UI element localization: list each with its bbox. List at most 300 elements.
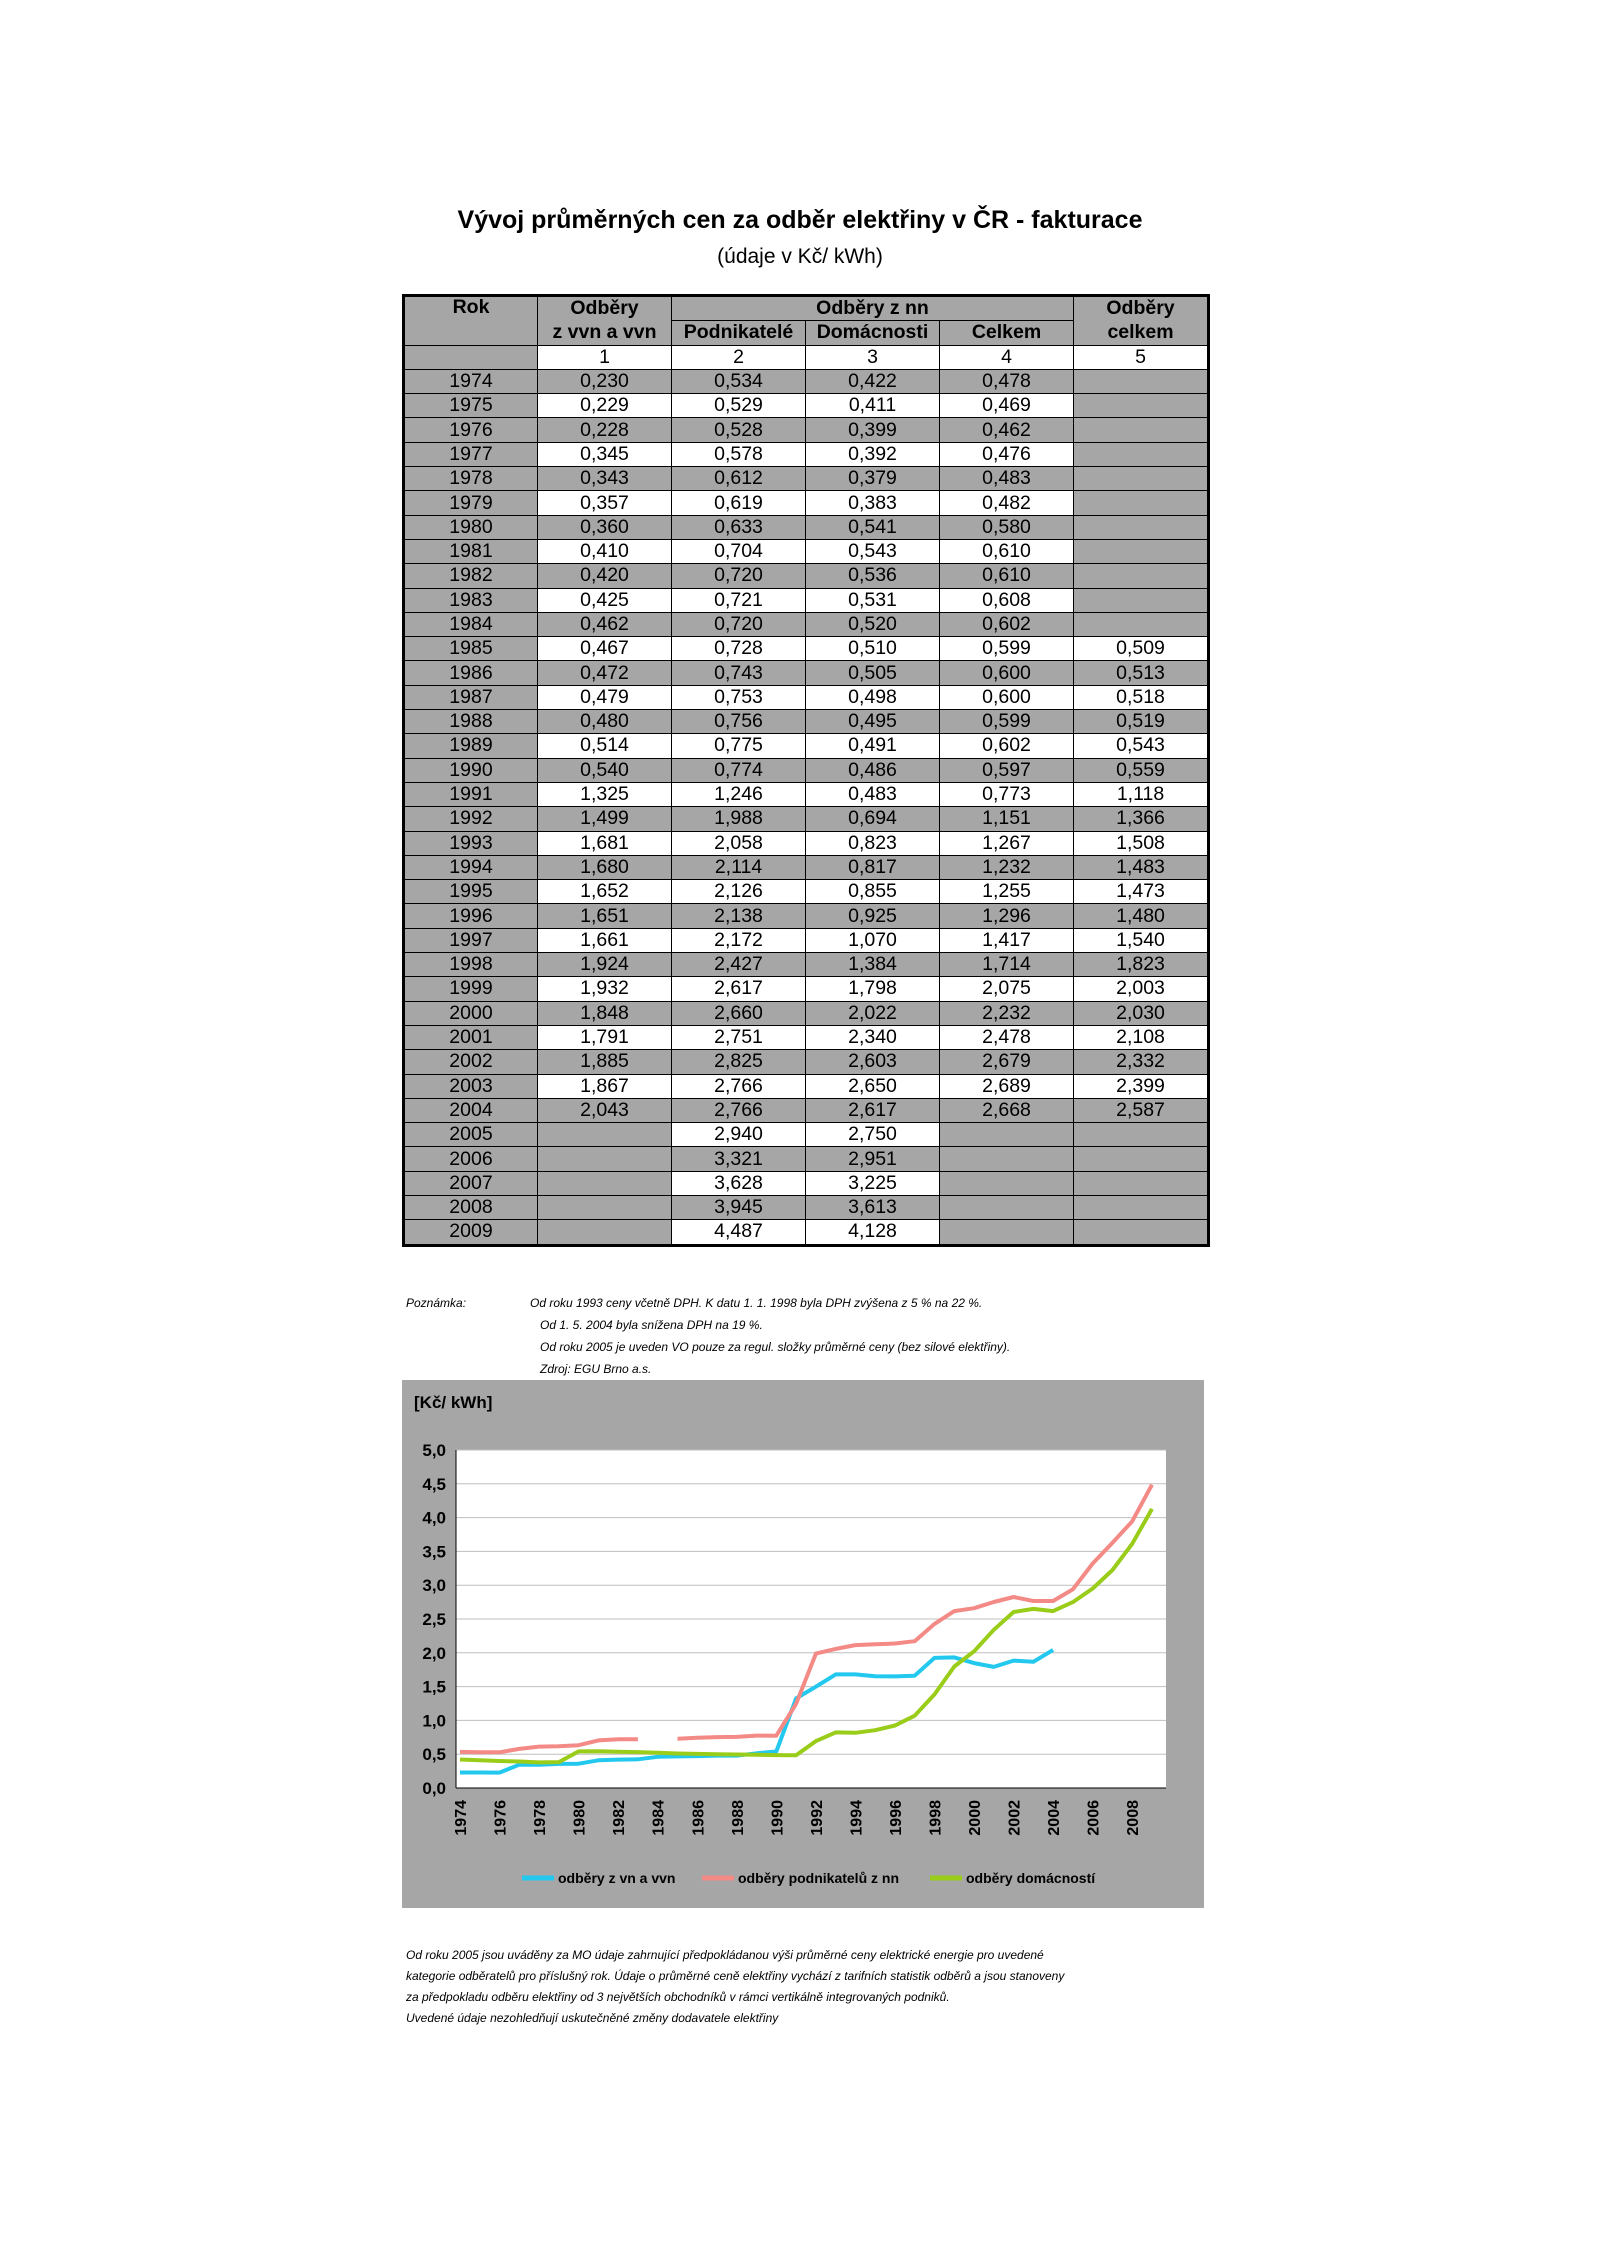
value-cell: 2,751 — [672, 1025, 806, 1049]
value-cell: 0,823 — [806, 831, 940, 855]
table-row — [404, 394, 1209, 418]
table-row — [404, 588, 1209, 612]
legend-label: odběry domácností — [966, 1870, 1096, 1886]
value-cell — [940, 1171, 1074, 1195]
year-cell: 1989 — [404, 734, 538, 758]
value-cell: 0,343 — [538, 467, 672, 491]
value-cell — [538, 1195, 672, 1219]
value-cell: 2,427 — [672, 953, 806, 977]
y-tick-label: 0,5 — [422, 1745, 446, 1765]
value-cell: 2,617 — [806, 1098, 940, 1122]
year-cell: 1994 — [404, 855, 538, 879]
year-cell: 1977 — [404, 442, 538, 466]
value-cell: 1,661 — [538, 928, 672, 952]
header-nn: Odběry z nn — [672, 296, 1074, 321]
x-tick-label: 2000 — [967, 1800, 985, 1836]
y-tick-label: 2,5 — [422, 1610, 446, 1629]
table-row — [404, 758, 1209, 782]
year-cell: 2005 — [404, 1123, 538, 1147]
value-cell: 2,058 — [672, 831, 806, 855]
value-cell: 2,022 — [806, 1001, 940, 1025]
value-cell: 0,229 — [538, 394, 672, 418]
footer-line: kategorie odběratelů pro příslušný rok. Údaje o průměrné ceně elektřiny vychází z tarifních statistik odběrů a jsou stanoveny — [406, 1969, 1065, 1983]
table-row — [404, 1025, 1209, 1049]
value-cell — [1074, 1171, 1209, 1195]
x-tick-label: 1984 — [650, 1800, 668, 1836]
value-cell: 0,519 — [1074, 710, 1209, 734]
value-cell: 4,128 — [806, 1220, 940, 1245]
value-cell: 2,825 — [672, 1050, 806, 1074]
value-cell: 0,495 — [806, 710, 940, 734]
value-cell: 1,473 — [1074, 880, 1209, 904]
value-cell: 0,483 — [806, 782, 940, 806]
note-line: Od roku 2005 je uveden VO pouze za regul. složky průměrné ceny (bez silové elektřiny). — [540, 1340, 1011, 1354]
value-cell: 0,513 — [1074, 661, 1209, 685]
x-tick-label: 2002 — [1006, 1800, 1024, 1836]
year-cell: 1987 — [404, 685, 538, 709]
value-cell: 1,118 — [1074, 782, 1209, 806]
value-cell — [1074, 588, 1209, 612]
value-cell: 0,478 — [940, 369, 1074, 393]
table-row — [404, 612, 1209, 636]
value-cell: 2,940 — [672, 1123, 806, 1147]
value-cell: 0,528 — [672, 418, 806, 442]
value-cell: 0,491 — [806, 734, 940, 758]
table-row — [404, 1171, 1209, 1195]
table-row — [404, 1098, 1209, 1122]
value-cell: 1,296 — [940, 904, 1074, 928]
x-tick-label: 2008 — [1125, 1800, 1143, 1836]
year-cell: 2001 — [404, 1025, 538, 1049]
value-cell — [538, 1123, 672, 1147]
value-cell: 0,479 — [538, 685, 672, 709]
page-title: Vývoj průměrných cen za odběr elektřiny v ČR - fakturace — [457, 206, 1143, 234]
year-cell: 1993 — [404, 831, 538, 855]
value-cell: 0,518 — [1074, 685, 1209, 709]
x-tick-label: 1994 — [848, 1800, 866, 1836]
table-row — [404, 928, 1209, 952]
value-cell — [1074, 1195, 1209, 1219]
value-cell — [1074, 539, 1209, 563]
value-cell: 1,384 — [806, 953, 940, 977]
footer-line: Od roku 2005 jsou uváděny za MO údaje zahrnující předpokládanou výši průměrné ceny elektrické energie pro uvedené — [406, 1948, 1044, 1962]
legend-label: odběry z vn a vvn — [558, 1870, 676, 1886]
value-cell: 2,750 — [806, 1123, 940, 1147]
year-cell: 1992 — [404, 807, 538, 831]
value-cell: 0,462 — [538, 612, 672, 636]
table-row — [404, 734, 1209, 758]
table-row — [404, 1123, 1209, 1147]
value-cell: 1,714 — [940, 953, 1074, 977]
value-cell: 1,508 — [1074, 831, 1209, 855]
value-cell: 3,225 — [806, 1171, 940, 1195]
table-row — [404, 1074, 1209, 1098]
value-cell: 2,332 — [1074, 1050, 1209, 1074]
value-cell: 0,480 — [538, 710, 672, 734]
value-cell: 1,417 — [940, 928, 1074, 952]
year-cell: 1991 — [404, 782, 538, 806]
footer-note — [406, 1945, 1064, 2029]
value-cell: 0,721 — [672, 588, 806, 612]
value-cell: 1,681 — [538, 831, 672, 855]
value-cell: 0,728 — [672, 637, 806, 661]
y-tick-label: 1,5 — [422, 1677, 446, 1697]
table-row — [404, 369, 1209, 393]
table-row — [404, 710, 1209, 734]
colnum-4: 4 — [940, 345, 1074, 369]
value-cell: 2,114 — [672, 855, 806, 879]
x-tick-label: 2004 — [1046, 1800, 1064, 1836]
value-cell: 0,483 — [940, 467, 1074, 491]
year-cell: 1997 — [404, 928, 538, 952]
value-cell: 0,399 — [806, 418, 940, 442]
table-row — [404, 855, 1209, 879]
value-cell: 2,030 — [1074, 1001, 1209, 1025]
year-cell: 1985 — [404, 637, 538, 661]
value-cell: 0,855 — [806, 880, 940, 904]
value-cell: 0,619 — [672, 491, 806, 515]
value-cell: 2,003 — [1074, 977, 1209, 1001]
value-cell: 2,951 — [806, 1147, 940, 1171]
chart-svg — [402, 1380, 1204, 1908]
value-cell: 0,578 — [672, 442, 806, 466]
year-cell: 2000 — [404, 1001, 538, 1025]
x-tick-label: 1986 — [690, 1800, 708, 1836]
value-cell: 1,791 — [538, 1025, 672, 1049]
value-cell — [1074, 491, 1209, 515]
table-row — [404, 1001, 1209, 1025]
value-cell: 0,425 — [538, 588, 672, 612]
value-cell: 1,798 — [806, 977, 940, 1001]
value-cell: 0,694 — [806, 807, 940, 831]
value-cell — [1074, 442, 1209, 466]
legend-label: odběry podnikatelů z nn — [738, 1870, 900, 1886]
year-cell: 2008 — [404, 1195, 538, 1219]
table-row — [404, 661, 1209, 685]
year-cell: 1984 — [404, 612, 538, 636]
value-cell: 0,467 — [538, 637, 672, 661]
value-cell: 2,043 — [538, 1098, 672, 1122]
value-cell — [1074, 1220, 1209, 1245]
value-cell: 1,885 — [538, 1050, 672, 1074]
value-cell — [1074, 1123, 1209, 1147]
colnum-1: 1 — [538, 345, 672, 369]
year-cell: 1978 — [404, 467, 538, 491]
table-row — [404, 977, 1209, 1001]
value-cell: 2,650 — [806, 1074, 940, 1098]
year-cell: 1980 — [404, 515, 538, 539]
value-cell: 0,486 — [806, 758, 940, 782]
value-cell: 4,487 — [672, 1220, 806, 1245]
value-cell: 0,925 — [806, 904, 940, 928]
value-cell: 1,246 — [672, 782, 806, 806]
value-cell: 0,422 — [806, 369, 940, 393]
year-cell: 1988 — [404, 710, 538, 734]
value-cell: 2,478 — [940, 1025, 1074, 1049]
value-cell: 0,543 — [806, 539, 940, 563]
year-cell: 2004 — [404, 1098, 538, 1122]
colnum-3: 3 — [806, 345, 940, 369]
value-cell: 0,411 — [806, 394, 940, 418]
table-row — [404, 807, 1209, 831]
value-cell — [1074, 418, 1209, 442]
value-cell: 0,743 — [672, 661, 806, 685]
value-cell: 2,172 — [672, 928, 806, 952]
value-cell: 0,230 — [538, 369, 672, 393]
value-cell: 1,540 — [1074, 928, 1209, 952]
y-tick-label: 0,0 — [422, 1779, 446, 1798]
notes-label: Poznámka: — [406, 1296, 467, 1310]
value-cell: 1,867 — [538, 1074, 672, 1098]
value-cell: 0,534 — [672, 369, 806, 393]
value-cell: 0,469 — [940, 394, 1074, 418]
value-cell: 0,505 — [806, 661, 940, 685]
value-cell: 1,480 — [1074, 904, 1209, 928]
value-cell: 0,756 — [672, 710, 806, 734]
value-cell: 3,321 — [672, 1147, 806, 1171]
y-tick-label: 2,0 — [422, 1643, 446, 1663]
value-cell: 1,848 — [538, 1001, 672, 1025]
year-cell: 1990 — [404, 758, 538, 782]
value-cell: 0,600 — [940, 685, 1074, 709]
table-row — [404, 953, 1209, 977]
value-cell: 1,932 — [538, 977, 672, 1001]
value-cell: 0,704 — [672, 539, 806, 563]
x-tick-label: 1988 — [729, 1800, 747, 1836]
value-cell: 2,340 — [806, 1025, 940, 1049]
value-cell: 1,823 — [1074, 953, 1209, 977]
value-cell: 0,228 — [538, 418, 672, 442]
table-row — [404, 782, 1209, 806]
value-cell: 1,988 — [672, 807, 806, 831]
value-cell: 1,680 — [538, 855, 672, 879]
table-row — [404, 564, 1209, 588]
value-cell: 0,379 — [806, 467, 940, 491]
header-rok: Rok — [404, 296, 538, 321]
x-tick-label: 1998 — [927, 1800, 945, 1836]
year-cell: 1995 — [404, 880, 538, 904]
value-cell: 1,267 — [940, 831, 1074, 855]
x-tick-label: 1982 — [611, 1800, 629, 1836]
year-cell: 2002 — [404, 1050, 538, 1074]
year-cell: 1983 — [404, 588, 538, 612]
value-cell: 0,774 — [672, 758, 806, 782]
value-cell: 2,603 — [806, 1050, 940, 1074]
year-cell: 1998 — [404, 953, 538, 977]
note-line: Od 1. 5. 2004 byla snížena DPH na 19 %. — [540, 1318, 763, 1332]
value-cell — [538, 1171, 672, 1195]
value-cell: 0,543 — [1074, 734, 1209, 758]
value-cell: 0,476 — [940, 442, 1074, 466]
table-row — [404, 539, 1209, 563]
header-rok-cont — [404, 321, 538, 345]
x-tick-label: 2006 — [1085, 1800, 1103, 1836]
value-cell: 2,138 — [672, 904, 806, 928]
value-cell: 2,766 — [672, 1074, 806, 1098]
value-cell: 0,633 — [672, 515, 806, 539]
value-cell: 2,660 — [672, 1001, 806, 1025]
y-axis-label: [Kč/ kWh] — [414, 1393, 493, 1412]
note-line: Zdroj: EGU Brno a.s. — [540, 1362, 652, 1376]
table-row — [404, 442, 1209, 466]
value-cell: 0,775 — [672, 734, 806, 758]
y-tick-label: 3,0 — [422, 1576, 446, 1596]
table-row — [404, 637, 1209, 661]
header-vn-line1: Odběry — [538, 296, 672, 321]
value-cell: 0,357 — [538, 491, 672, 515]
x-tick-label: 1990 — [769, 1800, 787, 1836]
year-cell: 2006 — [404, 1147, 538, 1171]
value-cell: 2,766 — [672, 1098, 806, 1122]
y-tick-label: 3,5 — [422, 1542, 446, 1562]
header-total-line2: celkem — [1074, 321, 1209, 345]
note-line: Od roku 1993 ceny včetně DPH. K datu 1. 1. 1998 byla DPH zvýšena z 5 % na 22 %. — [530, 1296, 983, 1310]
value-cell: 2,679 — [940, 1050, 1074, 1074]
year-cell: 1999 — [404, 977, 538, 1001]
value-cell: 0,610 — [940, 539, 1074, 563]
value-cell: 0,536 — [806, 564, 940, 588]
value-cell: 2,617 — [672, 977, 806, 1001]
colnum-5: 5 — [1074, 345, 1209, 369]
table-row — [404, 880, 1209, 904]
table-row — [404, 491, 1209, 515]
x-tick-label: 1976 — [492, 1800, 510, 1836]
year-cell: 1996 — [404, 904, 538, 928]
value-cell — [1074, 564, 1209, 588]
y-tick-label: 1,0 — [422, 1711, 446, 1731]
value-cell: 2,232 — [940, 1001, 1074, 1025]
table-row — [404, 904, 1209, 928]
table-row — [404, 418, 1209, 442]
x-tick-label: 1978 — [532, 1800, 550, 1836]
value-cell — [940, 1123, 1074, 1147]
table-row — [404, 515, 1209, 539]
value-cell — [1074, 612, 1209, 636]
value-cell: 0,559 — [1074, 758, 1209, 782]
value-cell: 1,255 — [940, 880, 1074, 904]
value-cell: 0,602 — [940, 734, 1074, 758]
value-cell: 2,587 — [1074, 1098, 1209, 1122]
value-cell: 0,580 — [940, 515, 1074, 539]
x-tick-label: 1974 — [453, 1800, 470, 1836]
value-cell: 0,529 — [672, 394, 806, 418]
year-cell: 1976 — [404, 418, 538, 442]
table-row — [404, 1195, 1209, 1219]
header-podnikatele: Podnikatelé — [672, 321, 806, 345]
y-tick-label: 4,5 — [422, 1474, 446, 1494]
value-cell: 1,924 — [538, 953, 672, 977]
year-cell: 1975 — [404, 394, 538, 418]
year-cell: 2009 — [404, 1220, 538, 1245]
value-cell: 1,652 — [538, 880, 672, 904]
value-cell — [538, 1147, 672, 1171]
value-cell: 0,600 — [940, 661, 1074, 685]
footer-line: za předpokladu odběru elektřiny od 3 největších obchodníků v rámci vertikálně integrovaných podniků. — [406, 1990, 950, 2004]
value-cell: 0,410 — [538, 539, 672, 563]
value-cell: 0,610 — [940, 564, 1074, 588]
table-row — [404, 1220, 1209, 1245]
table-row — [404, 685, 1209, 709]
value-cell — [940, 1147, 1074, 1171]
table-row — [404, 831, 1209, 855]
value-cell: 0,510 — [806, 637, 940, 661]
year-cell: 1974 — [404, 369, 538, 393]
value-cell — [940, 1220, 1074, 1245]
value-cell: 0,360 — [538, 515, 672, 539]
year-cell: 2003 — [404, 1074, 538, 1098]
header-vn-line2: z vvn a vvn — [538, 321, 672, 345]
value-cell: 0,514 — [538, 734, 672, 758]
value-cell: 1,483 — [1074, 855, 1209, 879]
table-row — [404, 467, 1209, 491]
x-tick-label: 1996 — [887, 1800, 905, 1836]
value-cell: 0,345 — [538, 442, 672, 466]
value-cell: 0,462 — [940, 418, 1074, 442]
value-cell: 0,720 — [672, 612, 806, 636]
year-cell: 1982 — [404, 564, 538, 588]
value-cell: 0,392 — [806, 442, 940, 466]
value-cell — [1074, 369, 1209, 393]
value-cell — [538, 1220, 672, 1245]
value-cell: 2,689 — [940, 1074, 1074, 1098]
value-cell: 0,599 — [940, 710, 1074, 734]
year-cell: 2007 — [404, 1171, 538, 1195]
value-cell: 1,232 — [940, 855, 1074, 879]
value-cell: 3,945 — [672, 1195, 806, 1219]
value-cell: 0,773 — [940, 782, 1074, 806]
value-cell — [1074, 1147, 1209, 1171]
value-cell: 3,628 — [672, 1171, 806, 1195]
value-cell: 1,070 — [806, 928, 940, 952]
value-cell: 1,651 — [538, 904, 672, 928]
value-cell: 1,366 — [1074, 807, 1209, 831]
table-row — [404, 1050, 1209, 1074]
table-row — [404, 1147, 1209, 1171]
value-cell: 0,509 — [1074, 637, 1209, 661]
value-cell: 0,472 — [538, 661, 672, 685]
y-tick-label: 4,0 — [422, 1508, 446, 1528]
value-cell — [940, 1195, 1074, 1219]
value-cell: 3,613 — [806, 1195, 940, 1219]
header-domacnosti: Domácnosti — [806, 321, 940, 345]
year-cell: 1979 — [404, 491, 538, 515]
price-table — [402, 294, 1210, 1247]
value-cell: 0,420 — [538, 564, 672, 588]
value-cell: 0,383 — [806, 491, 940, 515]
value-cell: 2,075 — [940, 977, 1074, 1001]
value-cell: 0,498 — [806, 685, 940, 709]
value-cell: 2,668 — [940, 1098, 1074, 1122]
x-tick-label: 1992 — [808, 1800, 826, 1836]
value-cell: 0,540 — [538, 758, 672, 782]
value-cell: 1,325 — [538, 782, 672, 806]
value-cell: 0,599 — [940, 637, 1074, 661]
value-cell — [1074, 515, 1209, 539]
price-chart — [402, 1380, 1204, 1908]
y-tick-label: 5,0 — [422, 1441, 446, 1460]
value-cell: 0,612 — [672, 467, 806, 491]
year-cell: 1986 — [404, 661, 538, 685]
value-cell: 0,720 — [672, 564, 806, 588]
value-cell: 0,482 — [940, 491, 1074, 515]
value-cell: 0,753 — [672, 685, 806, 709]
page-subtitle: (údaje v Kč/ kWh) — [717, 245, 883, 268]
header-total-line1: Odběry — [1074, 296, 1209, 321]
value-cell: 2,399 — [1074, 1074, 1209, 1098]
value-cell: 1,151 — [940, 807, 1074, 831]
colnum-blank — [404, 345, 538, 369]
value-cell: 0,520 — [806, 612, 940, 636]
